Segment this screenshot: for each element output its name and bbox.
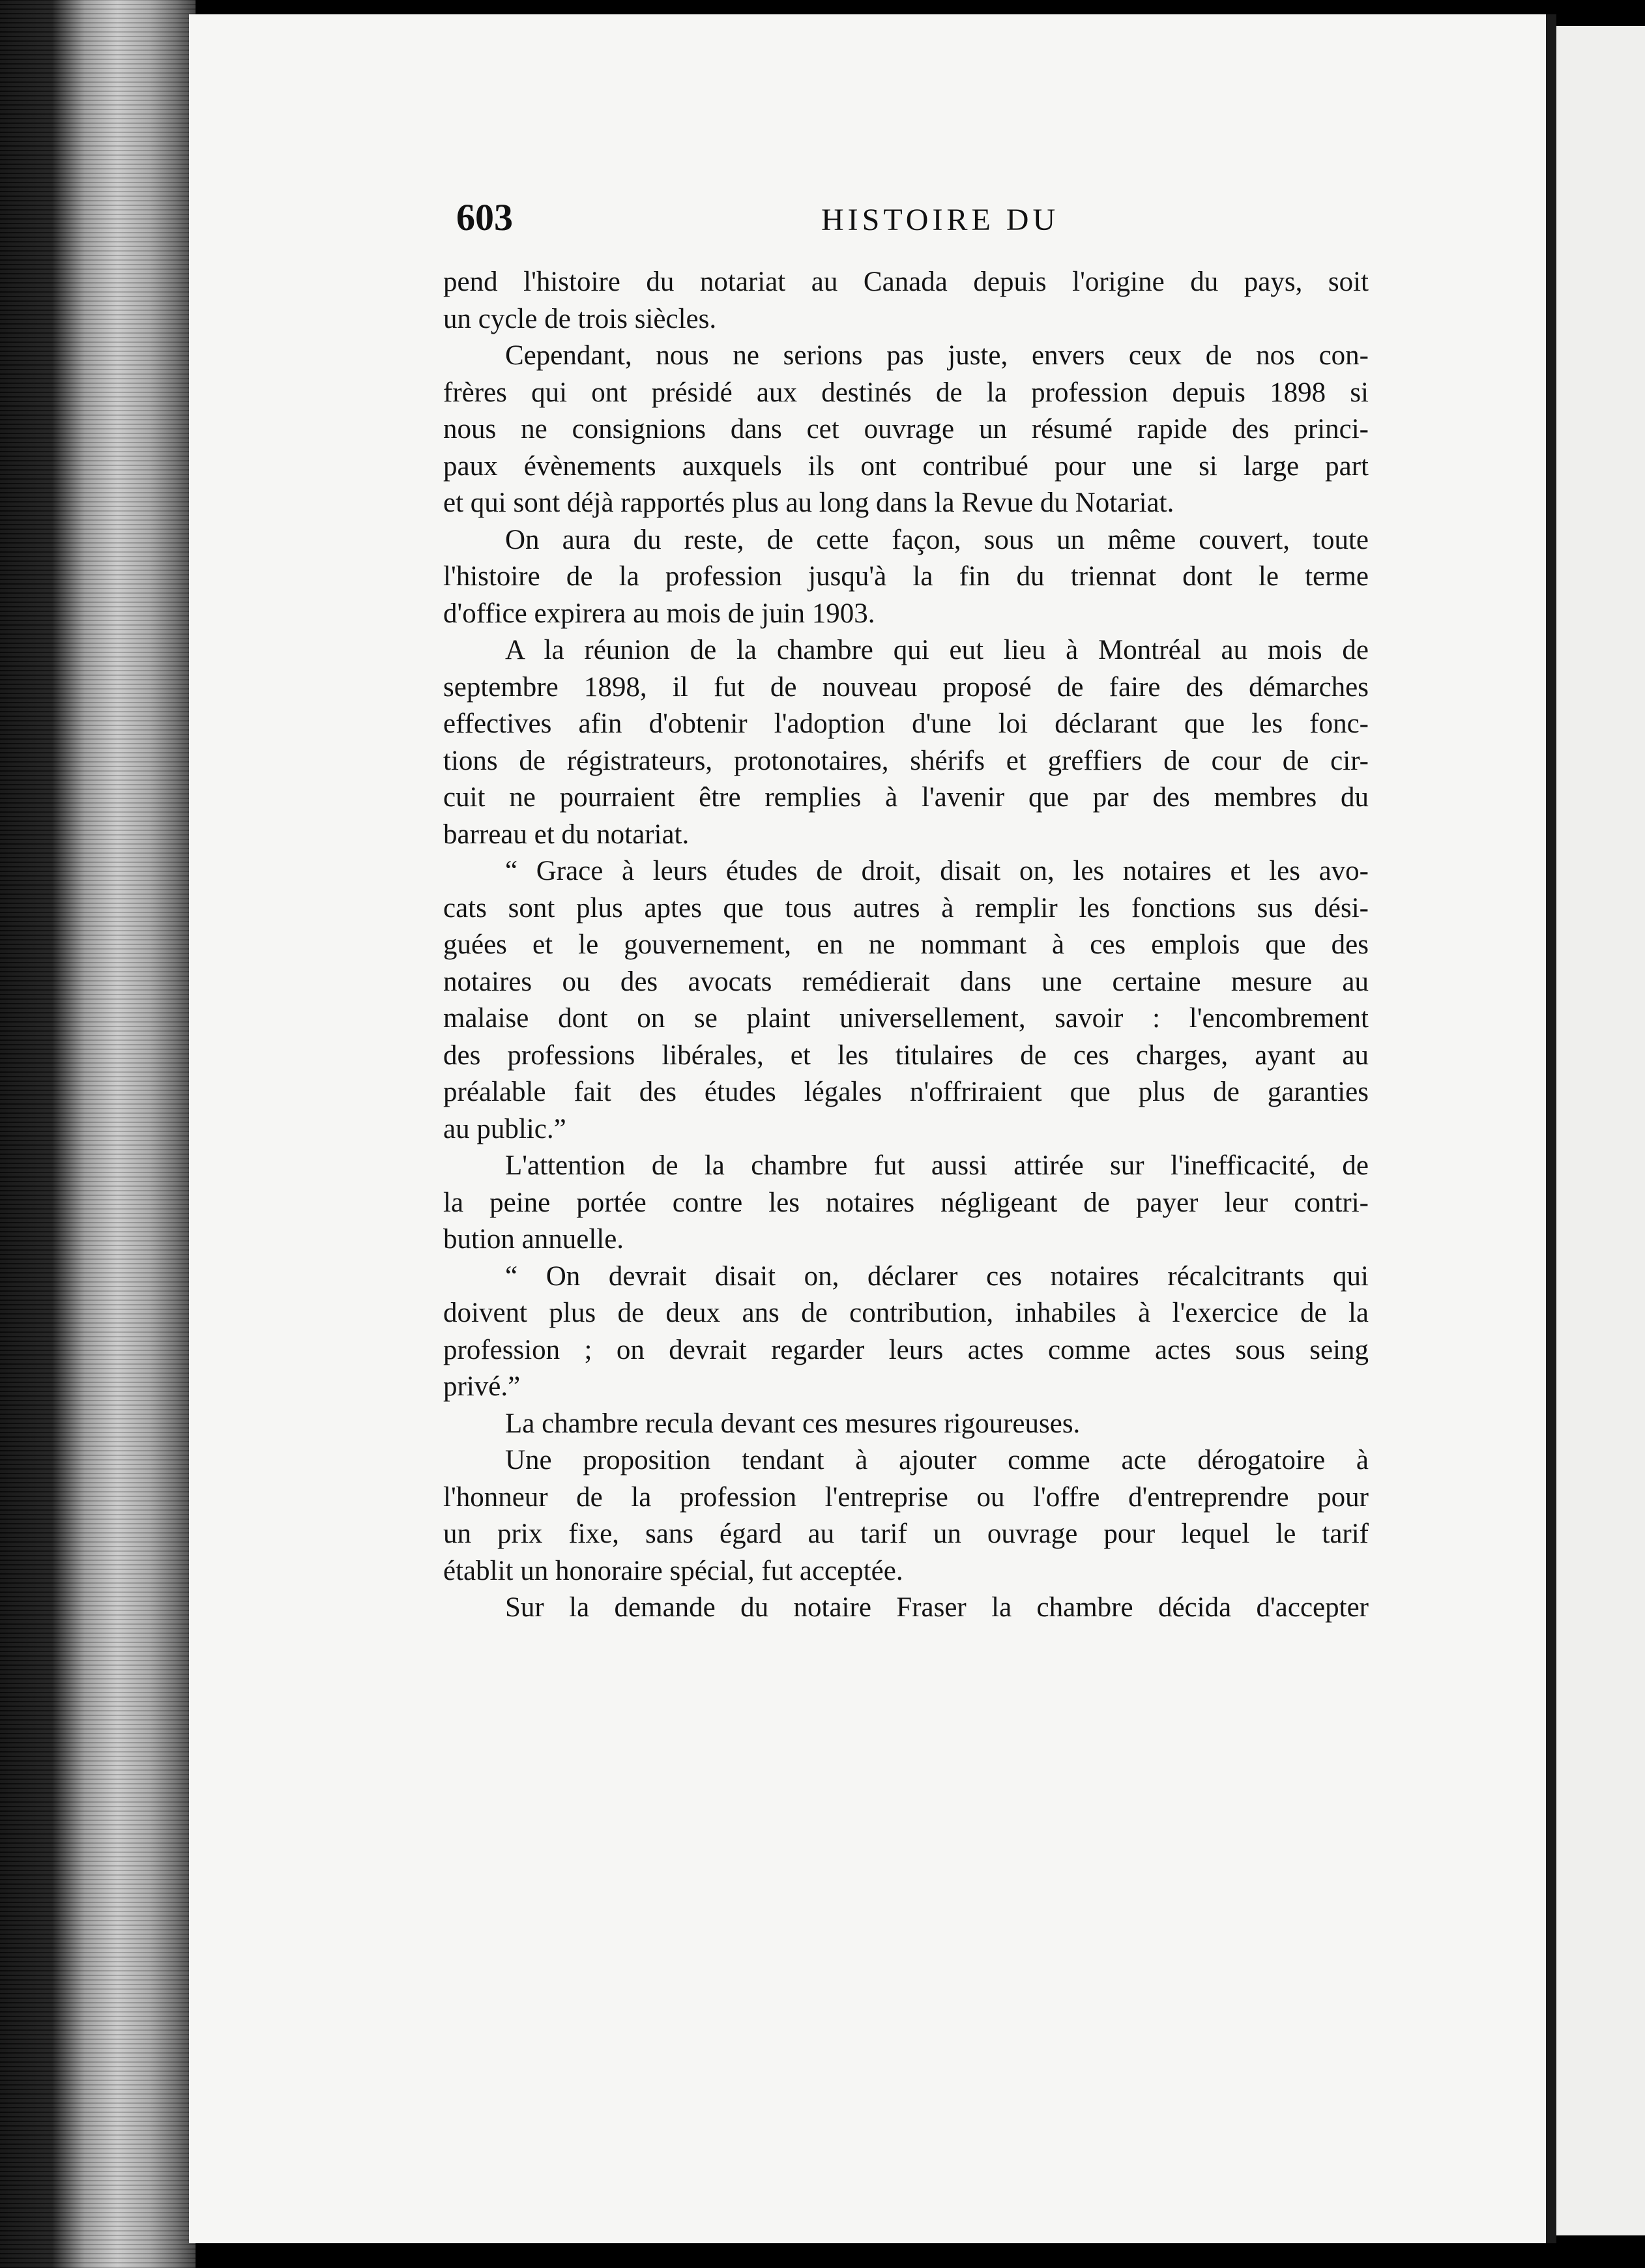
- text-line: nous ne consignions dans cet ouvrage un résumé rapide des princi-: [443, 414, 1369, 444]
- paragraph: [443, 264, 1369, 338]
- text-line: un prix fixe, sans égard au tarif un ouvrage pour lequel le tarif: [443, 1519, 1369, 1549]
- text-line: Cependant, nous ne serions pas juste, envers ceux de nos con-: [505, 340, 1369, 371]
- text-line: d'office expirera au mois de juin 1903.: [443, 598, 875, 629]
- text-line: l'honneur de la profession l'entreprise ou l'offre d'entreprendre pour: [443, 1481, 1369, 1513]
- text-line: “ Grace à leurs études de droit, disait on, les notaires et les avo-: [505, 856, 1369, 886]
- text-line: bution annuelle.: [443, 1224, 624, 1255]
- paragraph: [443, 338, 1369, 522]
- text-line: effectives afin d'obtenir l'adoption d'une loi déclarant que les fonc-: [443, 708, 1369, 739]
- paragraph: [443, 1442, 1369, 1590]
- text-line: l'histoire de la profession jusqu'à la fin du triennat dont le terme: [443, 561, 1369, 592]
- paragraph: [443, 1406, 1369, 1443]
- text-line: “ On devrait disait on, déclarer ces notaires récalcitrants qui: [505, 1260, 1369, 1292]
- paragraph: [443, 1148, 1369, 1258]
- text-line: malaise dont on se plaint universellement, savoir : l'encombrement: [443, 1003, 1369, 1034]
- text-line: frères qui ont présidé aux destinés de la profession depuis 1898 si: [443, 377, 1369, 408]
- body-text: [443, 264, 1369, 1627]
- text-line: La chambre recula devant ces mesures rigoureuses.: [505, 1408, 1081, 1439]
- text-line: cuit ne pourraient être remplies à l'avenir que par des membres du: [443, 782, 1369, 813]
- text-line: A la réunion de la chambre qui eut lieu à Montréal au mois de: [505, 635, 1369, 665]
- text-line: privé.”: [443, 1371, 521, 1402]
- text-line: la peine portée contre les notaires négligeant de payer leur contri-: [443, 1187, 1369, 1218]
- text-line: profession ; on devrait regarder leurs actes comme actes sous seing: [443, 1334, 1369, 1365]
- text-line: barreau et du notariat.: [443, 819, 690, 850]
- text-line: Sur la demande du notaire Fraser la chambre décida d'accepter: [505, 1592, 1369, 1623]
- text-line: établit un honoraire spécial, fut acceptée.: [443, 1555, 903, 1586]
- page-number: 603: [456, 196, 513, 239]
- text-line: cats sont plus aptes que tous autres à remplir les fonctions sus dési-: [443, 892, 1369, 923]
- text-line: tions de régistrateurs, protonotaires, shérifs et greffiers de cour de cir-: [443, 745, 1369, 776]
- adjacent-page-edge: [1556, 26, 1645, 2235]
- paragraph: [443, 522, 1369, 633]
- paragraph: [443, 853, 1369, 1148]
- text-line: et qui sont déjà rapportés plus au long dans la Revue du Notariat.: [443, 487, 1174, 518]
- text-line: au public.”: [443, 1113, 566, 1144]
- text-line: un cycle de trois siècles.: [443, 303, 717, 334]
- text-line: pend l'histoire du notariat au Canada depuis l'origine du pays, soit: [443, 267, 1369, 297]
- paragraph: [443, 1590, 1369, 1627]
- text-line: L'attention de la chambre fut aussi attirée sur l'inefficacité, de: [505, 1150, 1369, 1181]
- text-line: préalable fait des études légales n'offriraient que plus de garanties: [443, 1077, 1369, 1107]
- page-header: [456, 196, 1382, 254]
- paragraph: [443, 632, 1369, 853]
- paragraph: [443, 1258, 1369, 1406]
- text-line: des professions libérales, et les titulaires de ces charges, ayant au: [443, 1040, 1369, 1071]
- text-line: notaires ou des avocats remédierait dans une certaine mesure au: [443, 966, 1369, 997]
- book-binding-edge: [0, 0, 196, 2268]
- text-line: Une proposition tendant à ajouter comme acte dérogatoire à: [505, 1445, 1369, 1476]
- text-line: doivent plus de deux ans de contribution, inhabiles à l'exercice de la: [443, 1298, 1369, 1328]
- text-line: guées et le gouvernement, en ne nommant à ces emplois que des: [443, 929, 1369, 960]
- page-gutter-shadow: [1546, 14, 1556, 2243]
- text-line: paux évènements auxquels ils ont contribué pour une si large part: [443, 450, 1369, 482]
- text-line: septembre 1898, il fut de nouveau proposé de faire des démarches: [443, 671, 1369, 703]
- running-title: HISTOIRE DU: [821, 203, 1060, 237]
- text-line: On aura du reste, de cette façon, sous un même couvert, toute: [505, 524, 1369, 555]
